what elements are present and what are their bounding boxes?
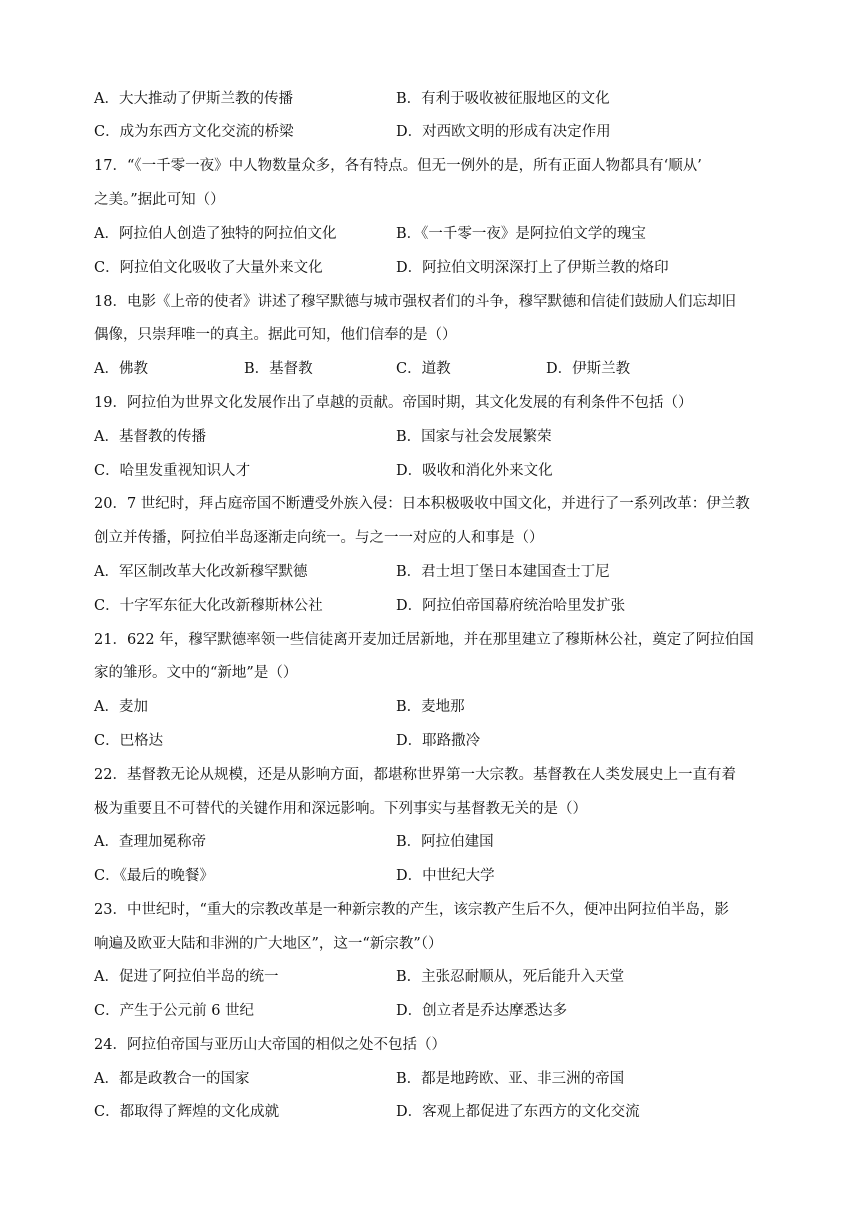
q24-option-a: A．都是政教合一的国家 [94, 1071, 250, 1087]
q18-stem-line1: 18．电影《上帝的使者》讲述了穆罕默德与城市强权者们的斗争，穆罕默德和信徒们鼓励人们忘却旧 [94, 294, 736, 310]
q18-option-d: D．伊斯兰教 [546, 361, 631, 377]
q19-option-b: B．国家与社会发展繁荣 [396, 429, 552, 445]
q18-option-c: C．道教 [396, 361, 451, 377]
q23-stem-line1: 23．中世纪时，“重大的宗教改革是一种新宗教的产生，该宗教产生后不久，便冲出阿拉伯半岛，影 [94, 902, 729, 918]
q24-option-b: B．都是地跨欧、亚、非三洲的帝国 [396, 1071, 625, 1087]
q24-option-c: C．都取得了辉煌的文化成就 [94, 1104, 280, 1120]
q16-option-a: A．大大推动了伊斯兰教的传播 [94, 91, 293, 107]
q17-option-d: D．阿拉伯文明深深打上了伊斯兰教的烙印 [396, 260, 669, 276]
q17-stem-line2: 之美。”据此可知（） [94, 192, 225, 208]
q17-option-a: A．阿拉伯人创造了独特的阿拉伯文化 [94, 226, 337, 242]
q23-option-a: A．促进了阿拉伯半岛的统一 [94, 969, 279, 985]
q18-option-a: A．佛教 [94, 361, 148, 377]
q21-option-b: B．麦地那 [396, 699, 465, 715]
q16-option-d: D．对西欧文明的形成有决定作用 [396, 124, 611, 140]
q19-stem-line1: 19．阿拉伯为世界文化发展作出了卓越的贡献。帝国时期，其文化发展的有利条件不包括（） [94, 395, 693, 411]
q16-option-c: C．成为东西方文化交流的桥梁 [94, 124, 294, 140]
q21-option-a: A．麦加 [94, 699, 148, 715]
q20-option-c: C．十字军东征大化改新穆斯林公社 [94, 598, 323, 614]
q20-option-b: B．君士坦丁堡日本建国查士丁尼 [396, 564, 610, 580]
q22-option-b: B．阿拉伯建国 [396, 834, 494, 850]
q20-stem-line1: 20．7 世纪时，拜占庭帝国不断遭受外族入侵：日本积极吸收中国文化，并进行了一系列改革：伊兰教 [94, 496, 750, 512]
q19-option-d: D．吸收和消化外来文化 [396, 463, 553, 479]
q18-stem-line2: 偶像，只崇拜唯一的真主。据此可知，他们信奉的是（） [94, 327, 457, 343]
q22-option-a: A．查理加冕称帝 [94, 834, 206, 850]
q17-option-b: B．《一千零一夜》是阿拉伯文学的瑰宝 [396, 226, 646, 242]
q21-stem-line2: 家的雏形。文中的“新地”是（） [94, 665, 298, 681]
q20-stem-line2: 创立并传播，阿拉伯半岛逐渐走向统一。与之一一对应的人和事是（） [94, 530, 544, 546]
q19-option-c: C．哈里发重视知识人才 [94, 463, 251, 479]
q17-option-c: C．阿拉伯文化吸收了大量外来文化 [94, 260, 323, 276]
q20-option-d: D．阿拉伯帝国幕府统治哈里发扩张 [396, 598, 626, 614]
q21-stem-line1: 21．622 年，穆罕默德率领一些信徒离开麦加迁居新地，并在那里建立了穆斯林公社，奠定了阿拉伯国 [94, 632, 754, 648]
q24-stem-line1: 24．阿拉伯帝国与亚历山大帝国的相似之处不包括（） [94, 1037, 446, 1053]
q21-option-d: D．耶路撒冷 [396, 733, 481, 749]
q22-option-d: D．中世纪大学 [396, 868, 495, 884]
q16-option-b: B．有利于吸收被征服地区的文化 [396, 91, 610, 107]
q21-option-c: C．巴格达 [94, 733, 164, 749]
q20-option-a: A．军区制改革大化改新穆罕默德 [94, 564, 308, 580]
q22-stem-line1: 22．基督教无论从规模，还是从影响方面，都堪称世界第一大宗教。基督教在人类发展史上一直有着 [94, 767, 736, 783]
q24-option-d: D．客观上都促进了东西方的文化交流 [396, 1104, 640, 1120]
q17-stem-line1: 17．“《一千零一夜》中人物数量众多，各有特点。但无一例外的是，所有正面人物都具有‘顺从’ [94, 158, 702, 174]
q19-option-a: A．基督教的传播 [94, 429, 206, 445]
q23-option-c: C．产生于公元前 6 世纪 [94, 1003, 255, 1019]
q18-option-b: B．基督教 [244, 361, 313, 377]
q22-option-c: C．《最后的晚餐》 [94, 868, 214, 884]
q23-option-d: D．创立者是乔达摩悉达多 [396, 1003, 568, 1019]
q22-stem-line2: 极为重要且不可替代的关键作用和深远影响。下列事实与基督教无关的是（） [94, 801, 587, 817]
q23-stem-line2: 响遍及欧亚大陆和非洲的广大地区”，这一“新宗教”（） [94, 936, 443, 952]
q23-option-b: B．主张忍耐顺从，死后能升入天堂 [396, 969, 625, 985]
